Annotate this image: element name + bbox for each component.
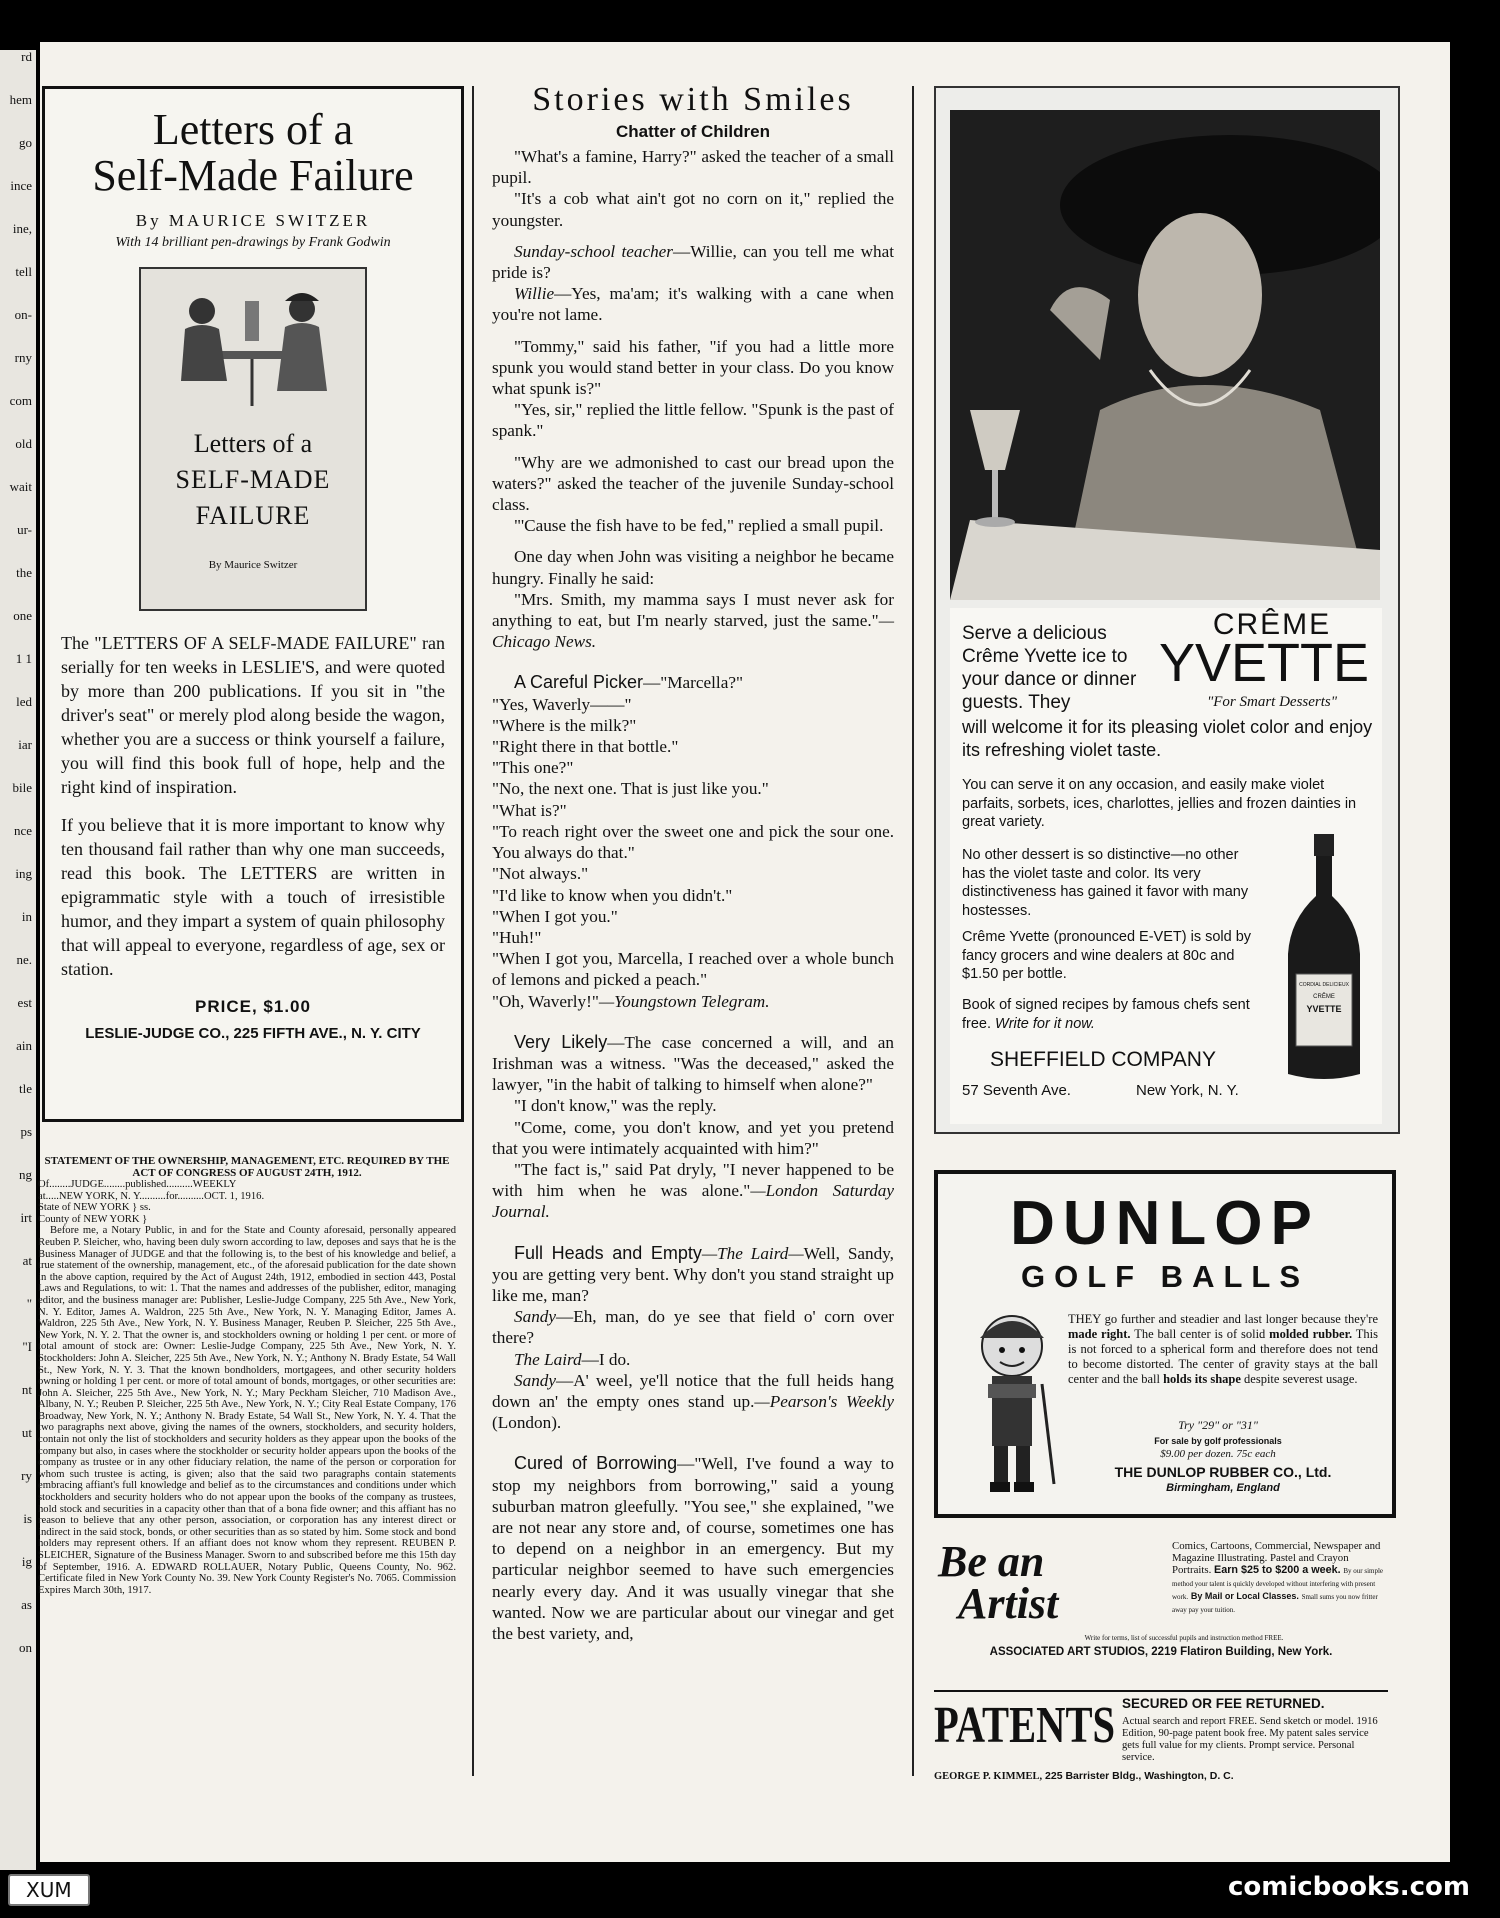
dunlop-city: Birmingham, England: [1166, 1482, 1280, 1494]
dunlop-body-1: THEY go further and steadier and last longer because they're: [1068, 1312, 1378, 1326]
bottle-label-line2: CRÊME: [1313, 994, 1335, 1000]
picker-line: "When I got you, Marcella, I reached over a whole bunch of lemons and picked a peach.": [492, 949, 894, 990]
ad-letters-of-a-self-made-failure: [42, 86, 464, 1122]
spine-word: iar: [18, 737, 32, 752]
story-spunk-q: "Tommy," said his father, "if you had a little more spunk you would stand better in your class. Do you know what spunk is?": [492, 336, 894, 399]
story-likely-a-text: —The case concerned a will, and an Irishman was a witness. "Was the deceased," asked the lawyer, "in the habit of talking to himself when alone?": [492, 1032, 894, 1095]
story-heads-d-text: —A' weel, ye'll notice that the full heids hang down an' the empty ones stand up.: [492, 1370, 894, 1411]
story-pride-a: [492, 283, 894, 325]
ad-letters-title-line2: Self-Made Failure: [92, 151, 414, 200]
dunlop-company: THE DUNLOP RUBBER CO., Ltd.: [1114, 1464, 1332, 1480]
story-picker-heading: A Careful Picker: [514, 672, 644, 693]
spine-word: at: [22, 1253, 32, 1268]
bottle-label-line3: YVETTE: [1306, 1004, 1342, 1014]
yvette-tagline: "For Smart Desserts": [1206, 694, 1338, 710]
spine-word: old: [15, 436, 32, 451]
spine-word: in: [21, 909, 32, 924]
story-likely-a: [492, 1032, 894, 1096]
artist-body-2: By our simple method your talent is quickly developed without interfering with present work.: [1172, 1567, 1384, 1601]
spine-word: ut: [21, 1425, 32, 1440]
artist-logo-line1: Be an: [938, 1537, 1045, 1586]
story-heads-b: [492, 1306, 894, 1348]
column-divider-right: [912, 86, 914, 1776]
spine-word: ry: [21, 1468, 32, 1483]
patents-heading: SECURED OR FEE RETURNED.: [1122, 1696, 1325, 1711]
stories-with-smiles-column: [492, 80, 894, 1780]
dunlop-holds-shape: holds its shape: [1163, 1372, 1241, 1386]
yvette-paragraph-4-text: Book of signed recipes by famous chefs sent free.: [962, 997, 1250, 1032]
picker-line: "Right there in that bottle.": [492, 737, 679, 757]
ad-letters-paragraph-2: If you believe that it is more important to know why ten thousand fail rather than why one man succeeds, read this book. The LETTERS are written in epigrammatic style with a touch of irresistible humor, and they impart a system of quain philosophy that will appeal to everyone, regardless of age, sex or station.: [61, 815, 445, 979]
story-heads-c-text: —I do.: [581, 1349, 631, 1369]
story-heads-source-city: (London).: [492, 1413, 562, 1433]
yvette-brand-top: CRÊME: [1212, 608, 1332, 641]
yvette-intro-continued: will welcome it for its pleasing violet color and enjoy its refreshing violet taste.: [962, 717, 1373, 760]
spine-word: ng: [19, 1167, 32, 1182]
ad-letters-price: PRICE, $1.00: [195, 997, 311, 1016]
yvette-company: SHEFFIELD COMPANY: [990, 1048, 1216, 1071]
spine-word: is: [23, 1511, 32, 1526]
dunlop-molded-rubber: molded rubber.: [1269, 1327, 1353, 1341]
story-heads-a-text: Well, Sandy, you are getting very bent. Why don't you stand straight up like me, man?: [492, 1243, 894, 1305]
ad-creme-yvette: [934, 86, 1400, 1134]
ad-letters-byline: By MAURICE SWITZER: [135, 211, 371, 230]
spine-word: one: [13, 608, 32, 623]
artist-write: Write for terms, list of successful pupils and instruction method FREE.: [1084, 1634, 1284, 1642]
stories-subtitle: Chatter of Children: [616, 122, 770, 141]
story-likely-heading: Very Likely: [514, 1031, 608, 1052]
yvette-address-city: New York, N. Y.: [1136, 1082, 1239, 1099]
spine-word: led: [16, 694, 32, 709]
story-bread-q: "Why are we admonished to cast our bread upon the waters?" asked the teacher of the juvenile Sunday-school class.: [492, 452, 894, 515]
spine-word: irt: [20, 1210, 32, 1225]
spine-word: on-: [14, 307, 32, 322]
story-spunk-a: "Yes, sir," replied the little fellow. "Spunk is the past of spank.": [492, 400, 894, 441]
spine-word: go: [19, 135, 32, 150]
picker-line: —"Marcella?": [643, 673, 743, 693]
story-heads-c: [492, 1349, 894, 1370]
story-pride-q-role: Sunday-school teacher: [514, 241, 673, 261]
golf-mascot-illustration: [962, 1304, 1062, 1499]
bottle-label-line1: CORDIAL DELICIEUX: [1299, 982, 1349, 988]
dunlop-sale: For sale by golf professionals: [1154, 1436, 1282, 1446]
story-likely-source: —London Saturday Journal.: [492, 1181, 895, 1222]
picker-line: "Yes, Waverly——": [492, 694, 632, 714]
statement-line-1: Of........JUDGE........published..........WEEKLY: [38, 1179, 237, 1190]
story-picker: [492, 672, 894, 1011]
artist-body-text: Comics, Cartoons, Commercial, Newspaper and Magazine Illustrating. Pastel and Crayon Portraits.: [1172, 1540, 1381, 1576]
yvette-paragraph-2: No other dessert is so distinctive—no other has the violet taste and color. Its very distinctiveness has gained it favor with many hostesses.: [962, 847, 1249, 919]
story-heads-b-role: Sandy: [514, 1307, 557, 1327]
ad-letters-title: [45, 107, 461, 199]
book-cover-title-line3: FAILURE: [195, 501, 311, 530]
patents-top-rule: [934, 1690, 1388, 1692]
picker-line: "When I got you.": [492, 906, 618, 926]
dunlop-body-4: despite severest usage.: [1240, 1372, 1358, 1386]
story-likely-d-text: "The fact is," said Pat dryly, "I never happened to be with him when he was alone.": [492, 1159, 894, 1201]
facing-page-edge: [0, 50, 36, 1870]
picker-line: "Where is the milk?": [492, 715, 637, 735]
story-pride-q: [492, 241, 894, 283]
picker-line: "This one?": [492, 758, 574, 778]
story-pride-a-role: Willie: [514, 284, 555, 304]
picker-line: "No, the next one. That is just like you.": [492, 779, 769, 799]
artist-logo-line2: Artist: [958, 1579, 1059, 1628]
story-john-source: —Chicago News.: [492, 611, 894, 652]
story-picker-last: "Oh, Waverly!": [492, 991, 599, 1011]
spine-word: nt: [21, 1382, 32, 1397]
story-likely-d: [492, 1159, 894, 1223]
story-cured-text: —"Well, I've found a way to stop my neighbors from borrowing," said a young suburban matron gleefully. "You see," she explained, "we are not near any store and, of course, sometimes one has to depend on a neighbor in an emergency. But my particular neighbor seemed to have such emergencies nearly every day. And it was usually vinegar that she wanted. Now we are particular about our vinegar and get the best variety, and,: [492, 1454, 894, 1643]
spine-word: est: [17, 995, 32, 1010]
artist-body: [1172, 1540, 1386, 1616]
story-famine-a: "It's a cob what ain't got no corn on it," replied the youngster.: [492, 189, 894, 230]
statement-body: Before me, a Notary Public, in and for the State and County aforesaid, personally appeared Reuben P. Sleicher, who, having been duly sworn according to law, deposes and says that he is the Business Manager of JUDGE and that the following is, to the best of his knowledge and belief, a true statement of the ownership, management, etc., of the aforesaid publication for the date shown in the above caption, required by the Act of August 24th, 1912, embodied in section 443, Postal Laws and Regulations, to wit: 1. That the names and addresses of the publisher, editor, managing editor, and the business manager are: Publisher, Leslie-Judge Company, 225 5th Ave., New York, N. Y. Editor, James A. Waldron, 225 5th Ave., New York, N. Y. Managing Editor, James A. Waldron, 225 5th Ave., New York, N. Y. Business Manager, Reuben P. Sleicher, 225 5th Ave., New York, N. Y. 2. That the owner is, and stockholders owning or holding 1 per cent. or more of total amount of stock are: Owner: Leslie-Judge Company, 225 5th Ave., New York, N. Y. Stockholders: John A. Sleicher, 225 5th Ave., New York, N. Y.; Anthony N. Brady Estate, 54 Wall St., New York, N. Y. 3. That the known bondholders, mortgagees, and other security holders owning or holding 1 per cent. or more of total amount of bonds, mortgages, or other securities are: John A. Sleicher, 225 5th Ave., New York, N. Y.; Mary Peckham Sleicher, 710 Madison Ave., Albany, N. Y.; Reuben P. Sleicher, 225 5th Ave., New York, N. Y.; City Real Estate Company, 176 Broadway, New York, N. Y.; Anthony N. Brady Estate, 54 Wall St., New York, N. Y. 4. That the two paragraphs next above, giving the names of the owners, stockholders, and security holders, contain not only the list of stockholders and security holders as they appear upon the books of the company but also, in cases where the stockholder or security holder appears upon the books of the company as trustee or in any other fiduciary relation, the name of the person or corporation for whom such trustee is acting, is given; also that the said two paragraphs contain statements embracing affiant's full knowledge and belief as to the circumstances and conditions under which stockholders and security holders who do not appear upon the books of the company as trustees, hold stock and securities in a capacity other than that of a bona fide owner; and this affiant has no reason to believe that any other person, association, or corporation has any interest direct or indirect in the said stock, bonds, or other securities than as so stated by him. Some stock and bond holders may represent others. If an affiant does not know whom they represent. REUBEN P. SLEICHER, Signature of the Business Manager. Sworn to and subscribed before me this 15th day of September, 1916. A. EDWARD ROLLAUER, Notary Public, Queens County, No. 962. Certificate filed in New York County No. 39. New York County Register's No. 7065. Commission Expires March 30th, 1917.: [38, 1225, 456, 1596]
patents-footer-name: GEORGE P. KIMMEL,: [934, 1771, 1043, 1782]
statement-line-3: State of NEW YORK } ss.: [38, 1202, 151, 1214]
story-pride-q-text: —Willie, can you tell me what pride is?: [492, 241, 895, 283]
story-picker-lines: [492, 673, 894, 989]
spine-word-list: [0, 50, 36, 1684]
spine-word: ": [26, 1296, 32, 1311]
dunlop-price: $9.00 per dozen. 75c each: [1160, 1448, 1276, 1460]
picker-line: "Huh!": [492, 927, 542, 947]
spine-word: ine,: [12, 221, 32, 236]
artist-footer: ASSOCIATED ART STUDIOS, 2219 Flatiron Building, New York.: [989, 1646, 1333, 1658]
yvette-address-street: 57 Seventh Ave.: [962, 1082, 1071, 1099]
story-heads-d: [492, 1370, 894, 1434]
dunlop-body-2: The ball center is of solid: [1130, 1327, 1270, 1341]
spine-word: wait: [9, 479, 32, 494]
dunlop-body: [1068, 1312, 1378, 1387]
ad-letters-title-line1: Letters of a: [152, 105, 354, 154]
yvette-brand-main: YVETTE: [1158, 633, 1370, 693]
book-cover-author: By Maurice Switzer: [208, 559, 298, 571]
liqueur-bottle-illustration: [1276, 834, 1372, 1084]
story-bread-a: "'Cause the fish have to be fed," replied a small pupil.: [514, 516, 884, 536]
spine-word: as: [21, 1597, 32, 1612]
spine-word: ne.: [16, 952, 32, 967]
story-heads-c-role: The Laird: [514, 1349, 582, 1369]
statement-line-2: at.....NEW YORK, N. Y..........for..........OCT. 1, 1916.: [38, 1190, 265, 1202]
yvette-paragraph-1: You can serve it on any occasion, and easily make violet parfaits, sorbets, ices, charlottes, jellies and frozen dainties in great variety.: [962, 777, 1357, 830]
book-cover-image: [139, 267, 367, 611]
story-likely-b: "I don't know," was the reply.: [514, 1096, 717, 1116]
ad-patents: [934, 1690, 1388, 1788]
story-heads-source: —Pearson's Weekly: [754, 1391, 894, 1411]
spine-word: bile: [12, 780, 32, 795]
yvette-write-for-it: Write for it now.: [995, 1015, 1095, 1032]
patents-footer-address: 225 Barrister Bldg., Washington, D. C.: [1042, 1770, 1234, 1782]
story-john-b: [492, 589, 894, 653]
story-heads-a-role: —The Laird—: [701, 1243, 804, 1263]
story-pride-a-text: —Yes, ma'am; it's walking with a cane when you're not lame.: [492, 284, 894, 325]
artist-by-mail: By Mail or Local Classes.: [1190, 1591, 1299, 1601]
spine-word: ig: [21, 1554, 32, 1569]
ad-be-an-artist: [934, 1537, 1388, 1670]
story-heads-heading: Full Heads and Empty: [514, 1242, 702, 1263]
spine-word: 1 1: [15, 651, 32, 666]
dunlop-subtitle: GOLF BALLS: [1020, 1259, 1310, 1294]
column-divider-left: [472, 86, 474, 1776]
spine-word: ps: [20, 1124, 32, 1139]
artist-earn: Earn $25 to $200 a week.: [1214, 1564, 1341, 1576]
artist-body-3: Small sums you now fritter away pay your tuition.: [1172, 1593, 1378, 1614]
patents-title: PATENTS: [934, 1697, 1116, 1754]
spine-word: the: [16, 565, 32, 580]
ad-letters-publisher: LESLIE-JUDGE CO., 225 FIFTH AVE., N. Y. CITY: [85, 1025, 421, 1042]
story-picker-source: —Youngstown Telegram.: [598, 991, 770, 1011]
book-cover-title-line2: SELF-MADE: [175, 465, 331, 494]
site-watermark: comicbooks.com: [1227, 1872, 1470, 1902]
couple-at-table-illustration: [157, 281, 347, 411]
ad-letters-illustrator: With 14 brilliant pen-drawings by Frank Godwin: [115, 235, 391, 250]
spine-word: on: [19, 1640, 32, 1655]
dunlop-made-right: made right.: [1068, 1327, 1131, 1341]
spine-word: ain: [16, 1038, 32, 1053]
picker-line: "I'd like to know when you didn't.": [492, 885, 733, 905]
yvette-paragraph-4: [962, 996, 1262, 1033]
story-likely-c: "Come, come, you don't know, and yet you pretend that you were intimately acquainted with him?": [492, 1117, 894, 1158]
story-famine-q: "What's a famine, Harry?" asked the teacher of a small pupil.: [492, 147, 894, 188]
ad-letters-paragraph-1: The "LETTERS OF A SELF-MADE FAILURE" ran serially for ten weeks in LESLIE'S, and were quoted by more than 200 publications. If you sit in "the driver's seat" or merely plod along beside the wagon, whether you are a success or think yourself a failure, you will find this book full of hope, help and the right kind of inspiration.: [61, 633, 445, 797]
spine-word: rd: [21, 50, 32, 64]
story-john-a: One day when John was visiting a neighbor he became hungry. Finally he said:: [492, 547, 894, 588]
spine-word: nce: [13, 823, 32, 838]
patents-body: Actual search and report FREE. Send sketch or model. 1916 Edition, 90-page patent book free. My patent sales service gets full value for my clients. Prompt service. Personal service.: [1122, 1716, 1378, 1763]
dunlop-title: DUNLOP: [1010, 1189, 1320, 1258]
spine-word: com: [9, 393, 32, 408]
story-heads-b-text: —Eh, man, do ye see that field o' corn over there?: [492, 1307, 894, 1348]
spine-word: "I: [22, 1339, 32, 1354]
spine-word: hem: [9, 92, 32, 107]
patents-footer: [934, 1770, 1388, 1783]
yvette-intro: Serve a delicious Crême Yvette ice to your dance or dinner guests. They: [962, 623, 1137, 713]
picker-line: "What is?": [492, 800, 567, 820]
xum-badge: XUM: [8, 1874, 90, 1906]
spine-word: tle: [19, 1081, 32, 1096]
statement-heading: STATEMENT OF THE OWNERSHIP, MANAGEMENT, ETC. REQUIRED BY THE ACT OF CONGRESS OF AUGUST 24TH, 1912.: [44, 1155, 450, 1179]
dunlop-body-3: This is not forced to a spherical form and therefore does not tend to become distorted. The center of gravity stays at the ball center and the ball: [1068, 1327, 1378, 1386]
yvette-paragraph-3: Crême Yvette (pronounced E-VET) is sold by fancy grocers and wine dealers at 80c and $1.50 per bottle.: [962, 929, 1252, 982]
spine-word: rny: [14, 350, 32, 365]
picker-line: "To reach right over the sweet one and pick the sour one. You always do that.": [492, 821, 894, 863]
story-heads-a: [492, 1243, 894, 1307]
spine-word: tell: [15, 264, 32, 279]
spine-word: ince: [10, 178, 32, 193]
ad-dunlop-golf-balls: [934, 1170, 1396, 1518]
creme-yvette-text: [950, 608, 1382, 1124]
stories-title: Stories with Smiles: [532, 81, 854, 118]
picker-line: "Not always.": [492, 864, 589, 884]
spine-word: ur-: [17, 522, 32, 537]
spine-word: ing: [15, 866, 32, 881]
story-john-b-text: "Mrs. Smith, my mamma says I must never ask for anything to eat, but I'm nearly starved, just the same.": [492, 589, 894, 631]
woman-with-dessert-photo: [950, 110, 1380, 600]
story-heads-d-role: Sandy: [514, 1370, 557, 1390]
story-cured: [492, 1453, 894, 1644]
story-cured-heading: Cured of Borrowing: [514, 1453, 678, 1474]
ownership-statement: [38, 1155, 456, 1787]
statement-line-4: County of NEW YORK }: [38, 1213, 148, 1225]
book-cover-title-line1: Letters of a: [193, 429, 313, 458]
dunlop-try: Try "29" or "31": [1178, 1418, 1258, 1432]
